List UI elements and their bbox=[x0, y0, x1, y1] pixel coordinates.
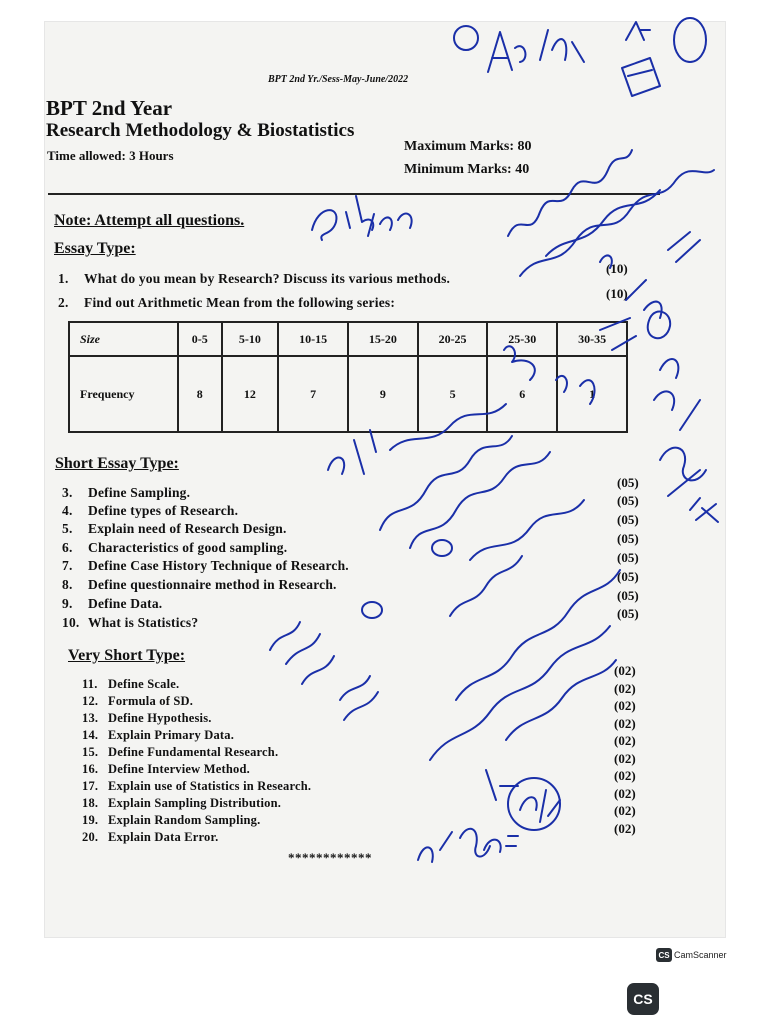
size-cell: 5-10 bbox=[222, 322, 279, 356]
very-short-heading: Very Short Type: bbox=[68, 647, 186, 664]
question-number: 14. bbox=[82, 728, 99, 742]
question-number: 20. bbox=[82, 830, 99, 844]
size-cell: 20-25 bbox=[418, 322, 488, 356]
question-text: Define Scale. bbox=[108, 677, 180, 691]
question-number: 13. bbox=[82, 711, 99, 725]
ink-scribble bbox=[504, 346, 595, 404]
question-15-marks: (02) bbox=[614, 733, 636, 748]
ink-scribble bbox=[660, 448, 706, 496]
question-number: 5. bbox=[62, 521, 73, 536]
size-cell: 15-20 bbox=[348, 322, 418, 356]
ink-scribble bbox=[654, 359, 700, 430]
question-12-marks: (02) bbox=[614, 681, 636, 696]
ink-scribble bbox=[340, 676, 378, 720]
session-line: BPT 2nd Yr./Sess-May-June/2022 bbox=[268, 74, 409, 85]
frequency-cell: 5 bbox=[418, 356, 488, 432]
question-text: Explain Sampling Distribution. bbox=[108, 796, 282, 810]
question-20-marks: (02) bbox=[614, 821, 636, 836]
ink-scribble bbox=[380, 436, 512, 530]
ink-scribble bbox=[450, 556, 522, 616]
question-text: Characteristics of good sampling. bbox=[88, 540, 288, 555]
exam-year: BPT 2nd Year bbox=[46, 96, 173, 120]
frequency-cell: 1 bbox=[557, 356, 627, 432]
question-17-marks: (02) bbox=[614, 768, 636, 783]
size-label: Size bbox=[69, 322, 178, 356]
question-text: Find out Arithmetic Mean from the following series: bbox=[84, 295, 396, 310]
note-heading: Note: Attempt all questions. bbox=[54, 212, 245, 229]
question-text: Explain need of Research Design. bbox=[88, 521, 287, 536]
question-text: What is Statistics? bbox=[88, 615, 199, 630]
size-cell: 10-15 bbox=[278, 322, 348, 356]
frequency-cell: 8 bbox=[178, 356, 222, 432]
question-14-marks: (02) bbox=[614, 716, 636, 731]
frequency-cell: 9 bbox=[348, 356, 418, 432]
question-text: Define Data. bbox=[88, 596, 163, 611]
question-7-marks: (05) bbox=[617, 550, 639, 565]
size-cell: 25-30 bbox=[487, 322, 557, 356]
ink-scribble bbox=[626, 22, 650, 40]
ink-circle bbox=[362, 602, 382, 618]
question-number: 4. bbox=[62, 503, 73, 518]
camscanner-label: CamScanner bbox=[674, 950, 727, 960]
question-number: 12. bbox=[82, 694, 99, 708]
ink-scribble bbox=[540, 30, 584, 62]
question-11-marks: (02) bbox=[614, 663, 636, 678]
ink-scribble bbox=[600, 232, 700, 318]
ink-scribble bbox=[690, 498, 718, 522]
ink-scribble bbox=[520, 170, 714, 276]
camscanner-small-logo: CS bbox=[656, 948, 672, 962]
question-text: Define Case History Technique of Research. bbox=[88, 558, 349, 573]
question-3-marks: (05) bbox=[617, 475, 639, 490]
question-number: 7. bbox=[62, 558, 73, 573]
question-6-marks: (05) bbox=[617, 531, 639, 546]
ink-scribble bbox=[390, 404, 506, 450]
ink-circle bbox=[454, 26, 478, 50]
ink-scribble bbox=[488, 32, 525, 72]
question-number: 19. bbox=[82, 813, 99, 827]
question-10-marks: (05) bbox=[617, 606, 639, 621]
question-19-marks: (02) bbox=[614, 803, 636, 818]
ink-scribble bbox=[506, 660, 616, 740]
question-number: 11. bbox=[82, 677, 98, 691]
ink-scribble bbox=[486, 770, 518, 800]
question-number: 10. bbox=[62, 615, 80, 630]
question-1-marks: (10) bbox=[606, 261, 628, 276]
question-13-marks: (02) bbox=[614, 698, 636, 713]
ink-circle bbox=[432, 540, 452, 556]
ink-scribble bbox=[520, 790, 560, 822]
frequency-label: Frequency bbox=[69, 356, 178, 432]
question-text: Define types of Research. bbox=[88, 503, 239, 518]
question-9-marks: (05) bbox=[617, 588, 639, 603]
camscanner-logo-icon: CS bbox=[627, 983, 659, 1015]
question-number: 9. bbox=[62, 596, 73, 611]
ink-scribble bbox=[270, 622, 334, 684]
question-2-marks: (10) bbox=[606, 286, 628, 301]
ink-circle bbox=[508, 778, 560, 830]
frequency-cell: 7 bbox=[278, 356, 348, 432]
short-essay-heading: Short Essay Type: bbox=[55, 455, 179, 472]
question-text: Define questionnaire method in Research. bbox=[88, 577, 337, 592]
question-16-marks: (02) bbox=[614, 751, 636, 766]
question-5-marks: (05) bbox=[617, 512, 639, 527]
ink-scribble bbox=[328, 430, 376, 474]
maximum-marks: Maximum Marks: 80 bbox=[404, 139, 532, 154]
time-allowed: Time allowed: 3 Hours bbox=[47, 148, 174, 163]
question-text: Explain Primary Data. bbox=[108, 728, 235, 742]
question-text: What do you mean by Research? Discuss its various methods. bbox=[84, 271, 451, 286]
question-number: 16. bbox=[82, 762, 99, 776]
minimum-marks: Minimum Marks: 40 bbox=[404, 162, 530, 177]
ink-box bbox=[622, 58, 660, 96]
question-text: Define Hypothesis. bbox=[108, 711, 212, 725]
question-text: Define Fundamental Research. bbox=[108, 745, 279, 759]
question-number: 17. bbox=[82, 779, 99, 793]
question-8-marks: (05) bbox=[617, 569, 639, 584]
question-4-marks: (05) bbox=[617, 493, 639, 508]
size-cell: 0-5 bbox=[178, 322, 222, 356]
ink-scribble bbox=[470, 500, 584, 560]
question-number: 6. bbox=[62, 540, 73, 555]
ink-scribble bbox=[312, 196, 373, 240]
question-number: 15. bbox=[82, 745, 99, 759]
question-text: Define Interview Method. bbox=[108, 762, 250, 776]
frequency-cell: 12 bbox=[222, 356, 279, 432]
question-number: 1. bbox=[58, 271, 69, 286]
question-number: 18. bbox=[82, 796, 99, 810]
question-number: 3. bbox=[62, 485, 73, 500]
ink-scribble bbox=[418, 829, 490, 862]
question-text: Explain use of Statistics in Research. bbox=[108, 779, 312, 793]
end-marker: ************ bbox=[288, 850, 372, 865]
question-number: 8. bbox=[62, 577, 73, 592]
question-text: Formula of SD. bbox=[108, 694, 194, 708]
question-number: 2. bbox=[58, 295, 69, 310]
question-text: Define Sampling. bbox=[88, 485, 191, 500]
question-text: Explain Data Error. bbox=[108, 830, 219, 844]
question-text: Explain Random Sampling. bbox=[108, 813, 261, 827]
question-18-marks: (02) bbox=[614, 786, 636, 801]
essay-heading: Essay Type: bbox=[54, 240, 136, 257]
frequency-cell: 6 bbox=[487, 356, 557, 432]
ink-scribble bbox=[368, 214, 412, 236]
size-cell: 30-35 bbox=[557, 322, 627, 356]
ink-scribble bbox=[410, 452, 550, 548]
ink-circle bbox=[674, 18, 706, 62]
exam-subject: Research Methodology & Biostatistics bbox=[46, 120, 355, 141]
